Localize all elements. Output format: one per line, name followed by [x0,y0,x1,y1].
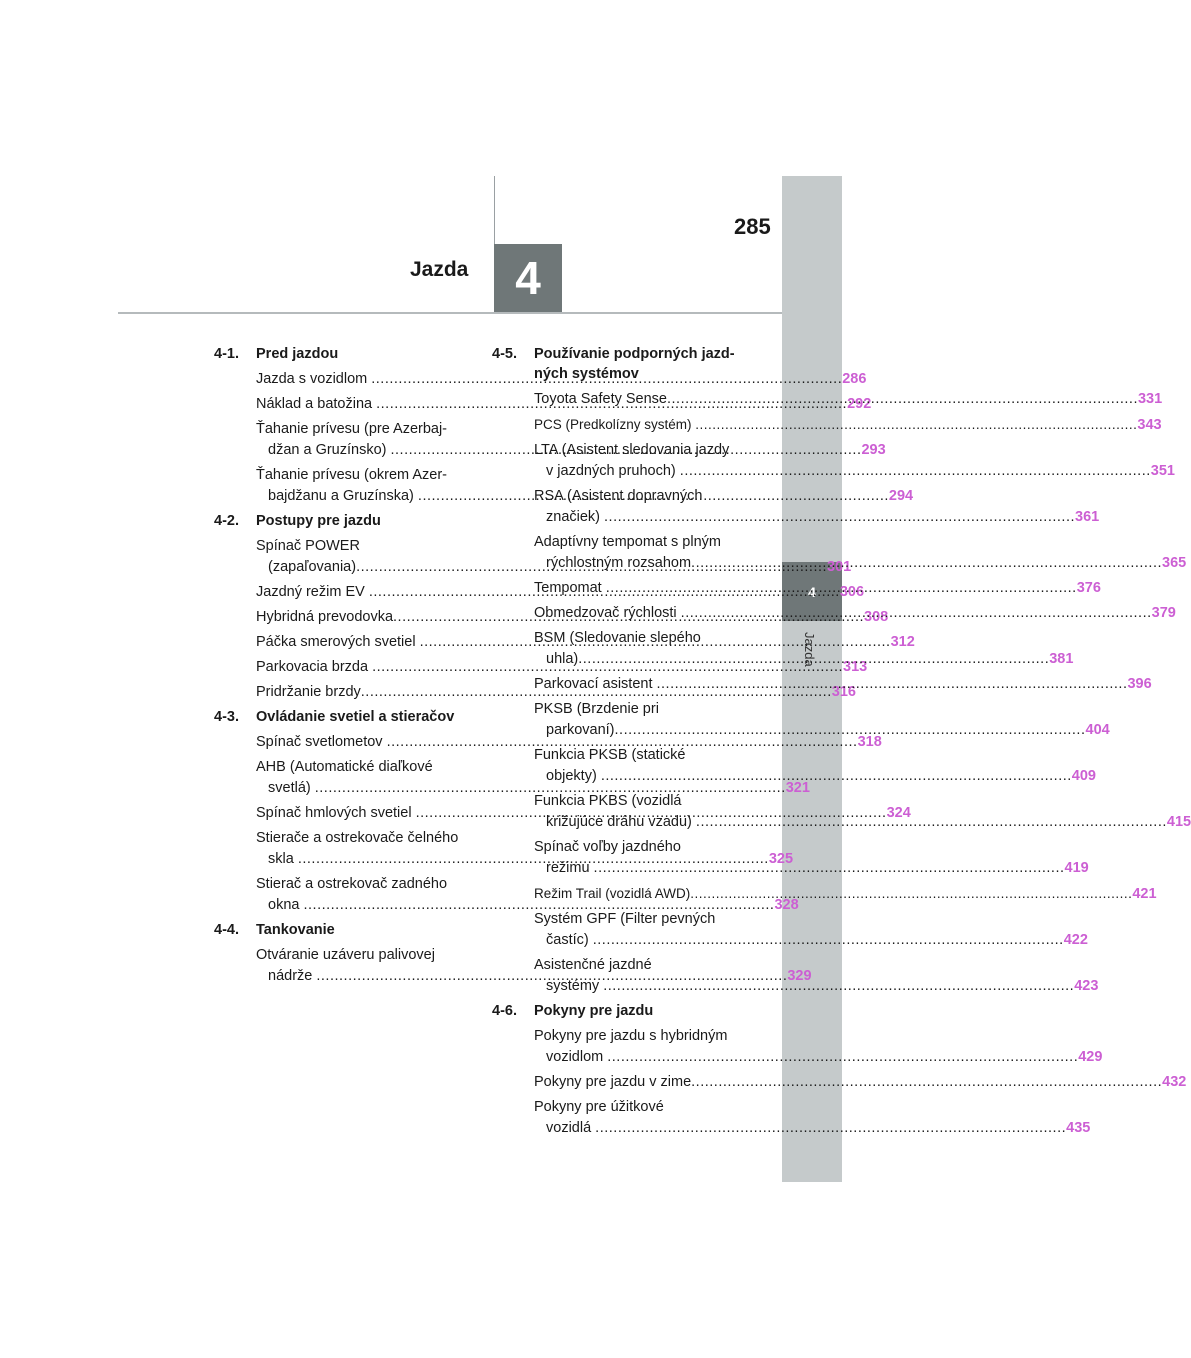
page-link[interactable]: 419 [1064,860,1089,876]
page-link[interactable]: 331 [1137,391,1163,407]
toc-entry-text: Hybridná prevodovka [256,609,394,625]
page-link[interactable]: 396 [1127,676,1152,692]
toc-entry-text: Jazdný režim EV [256,584,369,600]
toc-entry-line [256,895,799,916]
toc-entry-text: džan a Gruzínsko) [268,442,391,458]
page-link[interactable]: 361 [1075,509,1100,525]
toc-entry-line [534,1072,1187,1093]
toc-entry-text: Režim Trail (vozidlá AWD) [534,886,691,901]
page-link[interactable]: 328 [774,897,799,913]
section-number: 4-6. [492,1003,517,1019]
section-number: 4-1. [214,346,239,362]
toc-entry-text: Pokyny pre jazdu s hybridným [534,1028,728,1044]
toc-entry-line [534,507,1100,528]
section-title-line: Používanie podporných jazd- [534,346,735,362]
page-link[interactable]: 404 [1085,722,1110,738]
page-link[interactable]: 351 [1150,463,1175,479]
section-title-line: Postupy pre jazdu [256,513,381,529]
toc-entry-text: skla [268,851,298,867]
toc-entry-text: PKSB (Brzdenie pri [534,701,659,717]
toc-entry-text: Spínač svetlometov [256,734,387,750]
toc-entry[interactable] [534,414,1162,436]
page-link[interactable]: 321 [785,780,810,796]
toc-entry-line [534,1118,1091,1139]
toc-entry-text: uhla) [546,651,579,667]
toc-entry-text: vozidlá [546,1120,596,1136]
section-title-line: ných systémov [534,366,639,382]
page-link[interactable]: 325 [768,851,794,867]
page-link[interactable]: 286 [842,371,867,387]
toc-entry[interactable] [534,745,1096,787]
toc-entry-line [256,732,882,753]
page-link[interactable]: 293 [861,442,886,458]
toc-entry-text: bajdžanu a Gruzínska) [268,488,418,504]
header-divider-vertical [494,176,495,248]
page-link[interactable]: 423 [1074,978,1099,994]
toc-entry-text: častíc) [546,932,593,948]
dot-leader [696,814,1167,830]
toc-entry[interactable] [256,732,882,753]
toc-entry-text: Funkcia PKSB (statické [534,747,686,763]
dot-leader [691,1074,1162,1090]
toc-entry-text: v jazdných pruhoch) [546,463,680,479]
toc-entry-text: (zapaľovania) [268,559,357,575]
dot-leader [594,860,1065,876]
section-title-line: Pred jazdou [256,346,339,362]
side-tab-number[interactable]: 4 [782,562,842,621]
dot-leader [595,1120,1066,1136]
toc-entry-text: nádrže [268,968,317,984]
page-link[interactable]: 379 [1151,605,1176,621]
dot-leader [615,722,1086,738]
toc-entry[interactable] [534,1097,1091,1139]
toc-section [214,344,468,364]
chapter-number-box: 4 [494,244,562,312]
toc-entry-text: Parkovacia brzda [256,659,373,675]
page-link[interactable]: 435 [1066,1120,1091,1136]
toc-entry-text: Obmedzovač rýchlosti [534,605,681,621]
section-number: 4-5. [492,346,517,362]
dot-leader [603,978,1074,994]
toc-entry-text: Parkovací asistent [534,676,657,692]
toc-entry-text: Stierač a ostrekovač zadného [256,876,448,892]
section-title [534,344,740,384]
toc-entry-line [534,720,1110,741]
page-link[interactable]: 376 [1076,580,1101,596]
page-link[interactable]: 316 [831,684,856,700]
toc-entry-line [534,414,1162,436]
page-link[interactable]: 343 [1137,417,1162,433]
page-link[interactable]: 306 [839,584,865,600]
toc-section [214,920,468,940]
dot-leader [695,417,1137,432]
toc-entry-text: rýchlostným rozsahom [546,555,692,571]
section-number: 4-2. [214,513,239,529]
dot-leader [593,932,1064,948]
dot-leader [667,391,1138,407]
toc-entry-text: PCS (Predkolízny systém) [534,417,696,432]
dot-leader [657,676,1128,692]
toc-entry-text: Ťahanie prívesu (pre Azerbaj- [256,421,448,437]
toc-entry-text: Tempomat [534,580,606,596]
toc-entry-line [534,1047,1103,1068]
dot-leader [607,1049,1078,1065]
toc-entry-text: Jazda s vozidlom [256,371,372,387]
side-tab-label: Jazda [802,632,817,667]
toc-entry-line [534,461,1175,482]
page-link[interactable]: 313 [843,659,868,675]
toc-entry-text: Páčka smerových svetiel [256,634,420,650]
toc-entry-text: Funkcia PKBS (vozidlá [534,793,682,809]
toc-entry-text: Pokyny pre úžitkové [534,1099,664,1115]
section-title [256,707,468,727]
page-link[interactable]: 324 [886,805,911,821]
toc-entry-line [256,778,810,799]
toc-entry-text: Adaptívny tempomat s plným [534,534,721,550]
page-link[interactable]: 415 [1166,814,1191,830]
toc-entry[interactable] [534,699,1110,741]
section-title-line: Pokyny pre jazdu [534,1003,654,1019]
page-link[interactable]: 312 [890,634,915,650]
toc-entry-text: Ťahanie prívesu (okrem Azer- [256,467,447,483]
page-link[interactable]: 294 [888,488,914,504]
dot-leader [604,509,1075,525]
toc-entry-text: Pridržanie brzdy [256,684,361,700]
dot-leader [601,768,1072,784]
toc-entry-text: Asistenčné jazdné [534,957,652,973]
toc-entry-text: značiek) [546,509,605,525]
toc-entry-text: LTA (Asistent sledovania jazdy [534,442,730,458]
toc-section [214,707,468,727]
dot-leader [680,463,1151,479]
toc-entry[interactable] [534,909,1088,951]
toc-entry-text: Spínač POWER [256,538,360,554]
toc-entry-text: vozidlom [546,1049,608,1065]
section-title-line: Tankovanie [256,922,335,938]
toc-section [492,1001,740,1021]
page-link[interactable]: 318 [857,734,882,750]
toc-entry-text: Náklad a batožina [256,396,377,412]
toc-entry-text: objekty) [546,768,601,784]
toc-entry-text: svetlá) [268,780,315,796]
toc-entry-line [534,766,1096,787]
toc-section [492,344,740,384]
page-link[interactable]: 381 [1049,651,1074,667]
toc-entry-text: Spínač hmlových svetiel [256,805,416,821]
toc-entry-text: systémy [546,978,604,994]
toc-entry-text: RSA (Asistent dopravných [534,488,703,504]
page-link[interactable]: 308 [864,609,889,625]
page-link[interactable]: 429 [1078,1049,1103,1065]
toc-entry-text: Toyota Safety Sense [534,391,667,407]
section-number: 4-4. [214,922,239,938]
section-title [256,344,468,364]
dot-leader [681,605,1152,621]
toc-entry-text: BSM (Sledovanie slepého [534,630,701,646]
toc-entry-text: Stierače a ostrekovače čelného [256,830,459,846]
chapter-title: Jazda [410,258,469,281]
toc-entry-text: Pokyny pre jazdu v zime [534,1074,692,1090]
toc-entry-text: režimu [546,860,594,876]
page-link[interactable]: 432 [1162,1074,1187,1090]
section-number: 4-3. [214,709,239,725]
toc-entry-text: križujúce dráhu vzadu) [546,814,696,830]
toc-entry[interactable] [534,1072,1187,1093]
section-title [256,920,468,940]
page-link[interactable]: 365 [1162,555,1187,571]
page-link[interactable]: 292 [847,396,872,412]
toc-entry-line [534,930,1088,951]
dot-leader [578,651,1049,667]
toc-entry-text: okna [268,897,304,913]
toc-entry-text: Spínač voľby jazdného [534,839,681,855]
section-title [256,511,468,531]
page-link[interactable]: 301 [827,559,852,575]
page-link[interactable]: 409 [1071,768,1096,784]
toc-entry-text: parkovaní) [546,722,615,738]
dot-leader [690,886,1132,901]
dot-leader [606,580,1077,596]
dot-leader [691,555,1162,571]
page-number: 285 [734,214,771,239]
section-title [534,1001,740,1021]
page-link[interactable]: 422 [1063,932,1088,948]
page-link[interactable]: 329 [787,968,812,984]
toc-entry[interactable] [534,1026,1103,1068]
toc-entry-text: Systém GPF (Filter pevných [534,911,716,927]
toc-section [214,511,468,531]
toc-entry-text: AHB (Automatické diaľkové [256,759,433,775]
page-link[interactable]: 421 [1132,886,1157,902]
section-title-line: Ovládanie svetiel a stieračov [256,709,455,725]
header-divider [118,312,782,314]
toc-entry-text: Otváranie uzáveru palivovej [256,947,435,963]
